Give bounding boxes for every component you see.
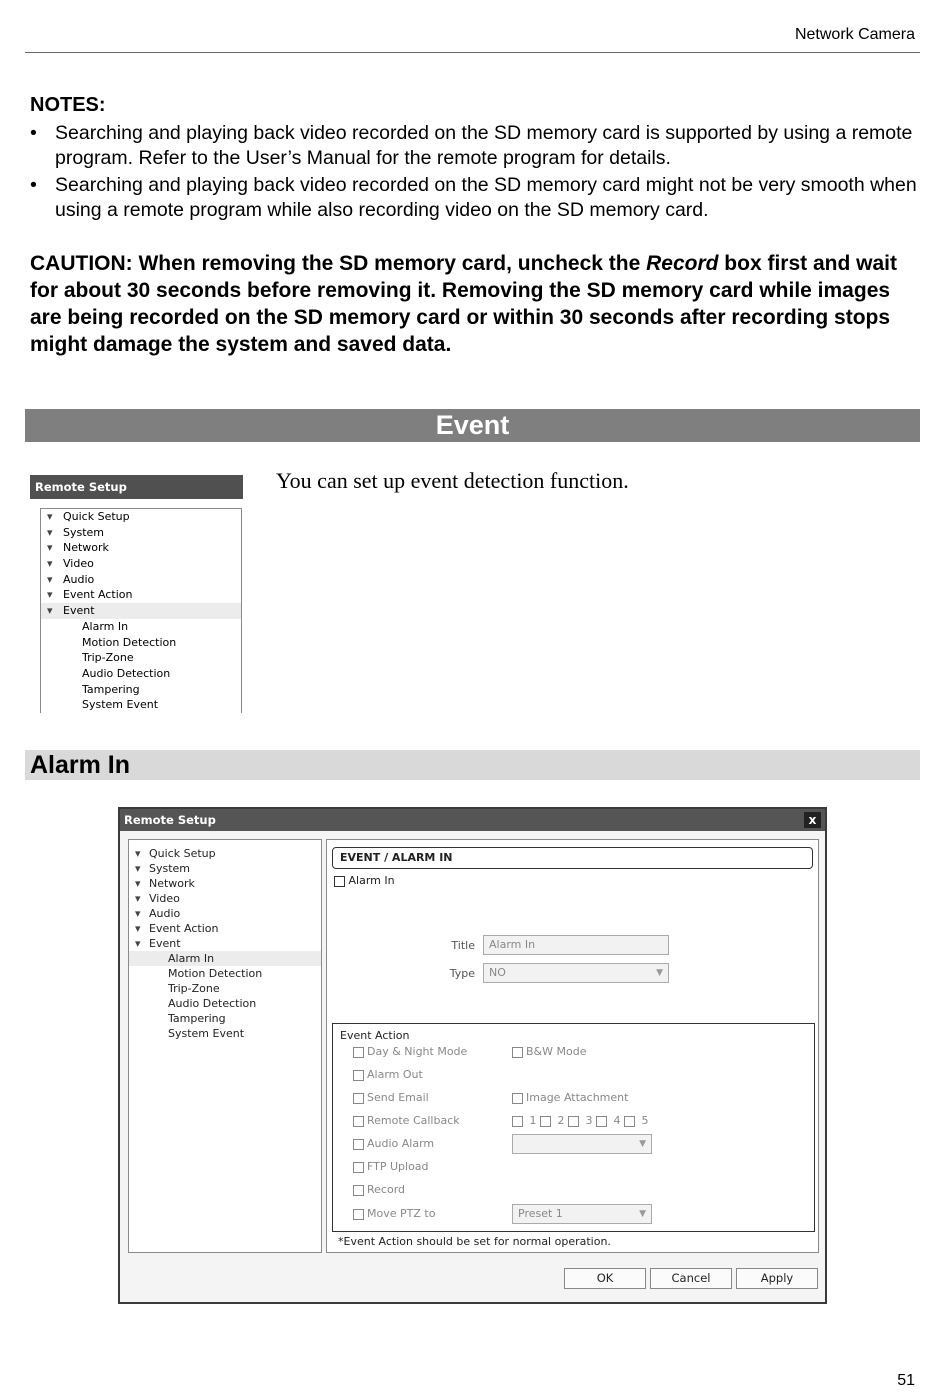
caution-text-after: box first and wait for about 30 seconds before removing it. Removing the SD memory card while images are being recorded on the SD memory card or within 30 seconds after recording stops might damage the system and saved data. xyxy=(30,252,897,356)
mini-submenu-item[interactable]: Tampering xyxy=(82,682,140,696)
notes-item: • Searching and playing back video recorded on the SD memory card is supported by using a remote program. Refer to the User’s Manual for the remote program for details. xyxy=(30,121,925,171)
bw-mode-option[interactable] xyxy=(512,1045,586,1058)
menu-item[interactable]: ▾ Video xyxy=(129,891,321,906)
preset-select-value: Preset 1 xyxy=(518,1207,563,1220)
settings-pane xyxy=(326,839,819,1253)
alarm-out-label: Alarm Out xyxy=(367,1068,423,1081)
audio-alarm-checkbox[interactable] xyxy=(353,1139,364,1150)
mini-menu-item-event[interactable]: ▾ Event xyxy=(41,603,241,619)
move-ptz-checkbox[interactable] xyxy=(353,1209,364,1220)
caution-text-before: CAUTION: When removing the SD memory card, uncheck the xyxy=(30,252,647,275)
mini-submenu-item[interactable]: Audio Detection xyxy=(82,666,171,680)
send-email-checkbox[interactable] xyxy=(353,1093,364,1104)
menu-item-event[interactable]: ▾ Event xyxy=(129,936,321,951)
image-attachment-checkbox[interactable] xyxy=(512,1093,523,1104)
chevron-down-icon: ▼ xyxy=(639,1139,646,1149)
mini-submenu-item[interactable]: Alarm In xyxy=(82,619,129,633)
callback-2-checkbox[interactable] xyxy=(540,1116,551,1127)
audio-alarm-select[interactable] xyxy=(512,1134,652,1154)
submenu-item[interactable]: Tampering xyxy=(168,1012,226,1025)
section-title: EVENT / ALARM IN xyxy=(332,847,813,869)
mini-menu-item[interactable]: ▾ Event Action xyxy=(41,587,241,603)
notes-heading: NOTES: xyxy=(30,94,106,116)
mini-submenu-item[interactable]: System Event xyxy=(82,698,159,712)
chevron-down-icon: ▼ xyxy=(639,1209,646,1219)
event-action-group xyxy=(332,1023,815,1232)
remote-setup-mini-panel xyxy=(30,475,243,713)
send-email-label: Send Email xyxy=(367,1091,429,1104)
alarm-out-option[interactable] xyxy=(353,1068,423,1081)
mini-menu-item[interactable]: ▾ Network xyxy=(41,540,241,556)
chevron-down-icon: ▼ xyxy=(656,968,663,978)
remote-setup-dialog xyxy=(118,807,827,1304)
mini-submenu-item[interactable]: Trip-Zone xyxy=(82,651,134,665)
title-input[interactable] xyxy=(483,935,669,955)
audio-alarm-label: Audio Alarm xyxy=(367,1137,435,1150)
submenu-item[interactable]: System Event xyxy=(168,1027,245,1040)
menu-item[interactable]: ▾ System xyxy=(129,861,321,876)
day-night-option[interactable] xyxy=(353,1045,467,1058)
move-ptz-label: Move PTZ to xyxy=(367,1207,436,1220)
header-title: Network Camera xyxy=(794,26,915,43)
day-night-checkbox[interactable] xyxy=(353,1047,364,1058)
type-label: Type xyxy=(449,967,475,980)
alarm-in-section-title: Alarm In xyxy=(25,750,920,780)
title-input-value: Alarm In xyxy=(489,938,536,951)
apply-button[interactable]: Apply xyxy=(736,1268,818,1289)
event-action-title: Event Action xyxy=(340,1029,410,1042)
mini-menu-item[interactable]: ▾ Video xyxy=(41,556,241,572)
callback-1-label: 1 xyxy=(529,1114,537,1127)
mini-menu-tree xyxy=(40,508,242,713)
alarm-in-label: Alarm In xyxy=(348,874,395,887)
record-option[interactable] xyxy=(353,1183,405,1196)
callback-3-label: 3 xyxy=(585,1114,593,1127)
callback-number-options xyxy=(512,1114,649,1127)
image-attachment-option[interactable] xyxy=(512,1091,628,1104)
page-number: 51 xyxy=(897,1372,915,1389)
ftp-upload-option[interactable] xyxy=(353,1160,429,1173)
record-checkbox[interactable] xyxy=(353,1185,364,1196)
audio-alarm-option[interactable] xyxy=(353,1137,434,1150)
ftp-upload-label: FTP Upload xyxy=(367,1160,429,1173)
cancel-button[interactable]: Cancel xyxy=(650,1268,732,1289)
dialog-menu-tree xyxy=(128,839,322,1253)
callback-2-label: 2 xyxy=(557,1114,565,1127)
image-attachment-label: Image Attachment xyxy=(526,1091,629,1104)
mini-menu-item[interactable]: ▾ Audio xyxy=(41,572,241,588)
submenu-item[interactable]: Motion Detection xyxy=(168,967,263,980)
remote-callback-label: Remote Callback xyxy=(367,1114,460,1127)
callback-4-checkbox[interactable] xyxy=(596,1116,607,1127)
mini-menu-item[interactable]: ▾ Quick Setup xyxy=(41,509,241,525)
submenu-item[interactable]: Audio Detection xyxy=(168,997,257,1010)
ftp-upload-checkbox[interactable] xyxy=(353,1162,364,1173)
caution-emphasis: Record xyxy=(646,252,719,275)
dialog-title: Remote Setup xyxy=(120,809,825,831)
record-label: Record xyxy=(367,1183,406,1196)
menu-item[interactable]: ▾ Event Action xyxy=(129,921,321,936)
menu-item[interactable]: ▾ Network xyxy=(129,876,321,891)
callback-5-checkbox[interactable] xyxy=(624,1116,635,1127)
mini-submenu-item[interactable]: Motion Detection xyxy=(82,635,177,649)
send-email-option[interactable] xyxy=(353,1091,429,1104)
callback-1-checkbox[interactable] xyxy=(512,1116,523,1127)
event-section-title: Event xyxy=(25,409,920,442)
alarm-in-checkbox[interactable] xyxy=(334,876,345,887)
event-intro-text: You can set up event detection function. xyxy=(276,468,629,493)
remote-callback-option[interactable] xyxy=(353,1114,460,1127)
menu-item[interactable]: ▾ Audio xyxy=(129,906,321,921)
notes-item: • Searching and playing back video recorded on the SD memory card might not be very smooth when using a remote program while also recording video on the SD memory card. xyxy=(30,173,925,223)
title-label: Title xyxy=(451,939,475,952)
alarm-in-row xyxy=(334,874,395,887)
preset-select[interactable] xyxy=(512,1204,652,1224)
submenu-item-alarm-in[interactable]: Alarm In xyxy=(129,951,321,966)
remote-callback-checkbox[interactable] xyxy=(353,1116,364,1127)
day-night-label: Day & Night Mode xyxy=(367,1045,468,1058)
callback-4-label: 4 xyxy=(613,1114,621,1127)
notes-list xyxy=(30,121,925,225)
ok-button[interactable]: OK xyxy=(564,1268,646,1289)
move-ptz-option[interactable] xyxy=(353,1207,435,1220)
callback-3-checkbox[interactable] xyxy=(568,1116,579,1127)
header-rule xyxy=(25,52,920,53)
menu-item[interactable]: ▾ Quick Setup xyxy=(129,846,321,861)
close-icon[interactable]: x xyxy=(804,812,821,828)
bw-mode-label: B&W Mode xyxy=(526,1045,587,1058)
mini-menu-item[interactable]: ▾ System xyxy=(41,525,241,541)
bw-mode-checkbox[interactable] xyxy=(512,1047,523,1058)
type-select-value: NO xyxy=(489,966,506,979)
alarm-out-checkbox[interactable] xyxy=(353,1070,364,1081)
submenu-item[interactable]: Trip-Zone xyxy=(168,982,220,995)
event-action-note: *Event Action should be set for normal operation. xyxy=(338,1235,611,1248)
caution-paragraph xyxy=(30,250,925,358)
callback-5-label: 5 xyxy=(641,1114,649,1127)
mini-panel-title: Remote Setup xyxy=(30,475,243,499)
type-select[interactable] xyxy=(483,963,669,983)
